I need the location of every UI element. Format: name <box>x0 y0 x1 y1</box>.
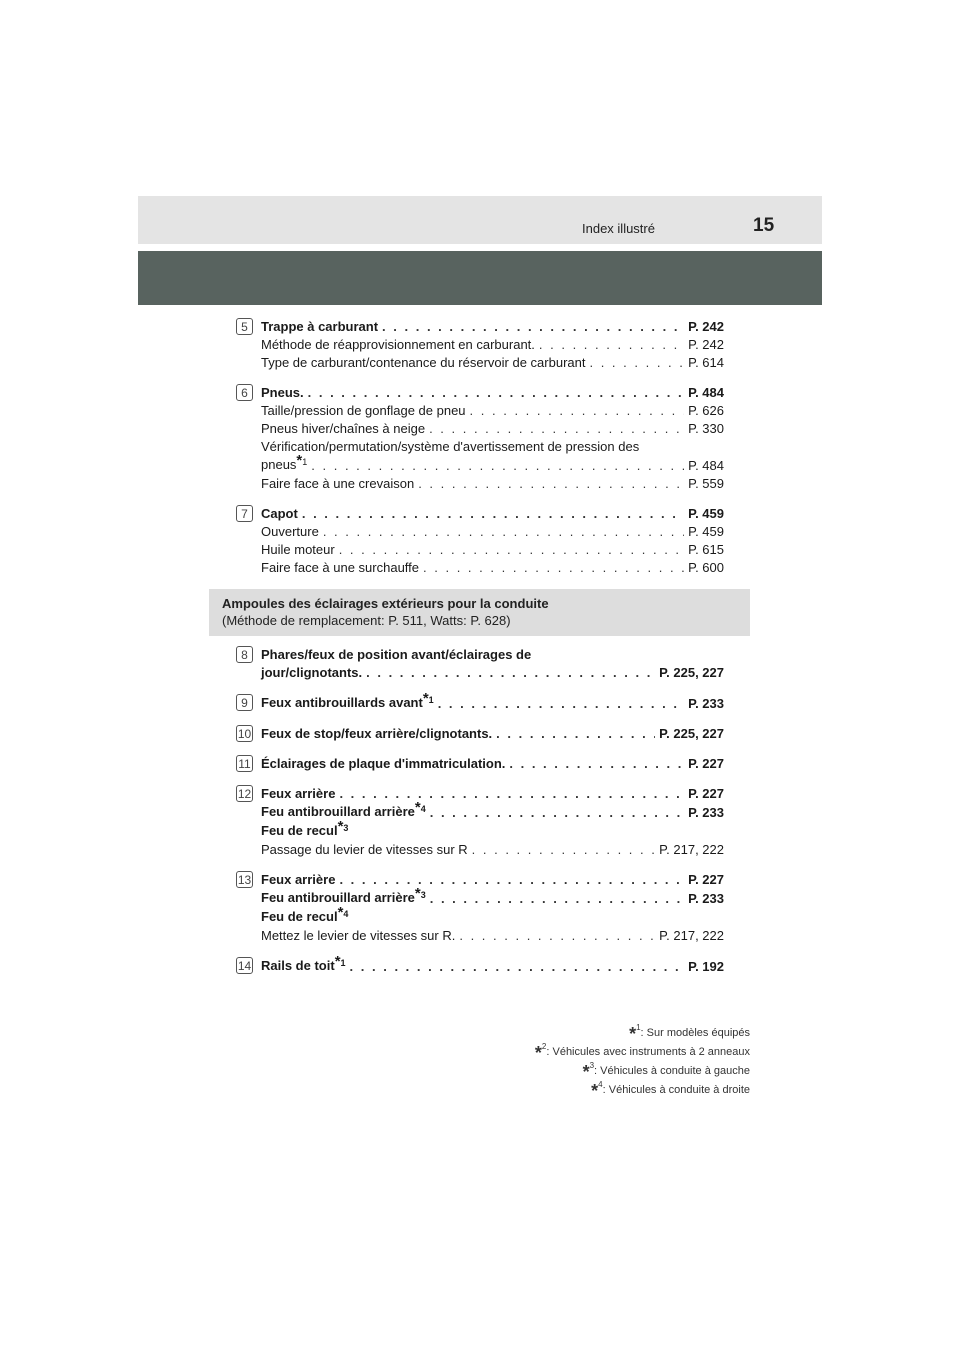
entry-number-badge: 12 <box>237 787 252 801</box>
index-content <box>222 318 724 988</box>
entry-text: Feux antibrouillards avant <box>261 695 423 710</box>
entry-number-badge: 9 <box>236 694 253 711</box>
page-reference: P. 192 <box>688 959 724 974</box>
entry-line <box>261 541 724 559</box>
entry-line <box>261 785 724 803</box>
entry-line <box>261 690 724 713</box>
page-reference: P. 614 <box>688 355 724 370</box>
dot-leader <box>366 664 655 682</box>
entry-line <box>261 885 724 908</box>
index-entry <box>236 505 724 577</box>
dot-leader <box>339 871 684 889</box>
entry-text: Rails de toit <box>261 958 335 973</box>
dot-leader <box>429 420 684 438</box>
entry-text: Taille/pression de gonflage de pneu <box>261 403 466 418</box>
page-reference: P. 217, 222 <box>659 928 724 943</box>
dot-leader <box>539 336 684 354</box>
entry-line <box>261 646 724 664</box>
entries-group-2 <box>236 646 724 976</box>
entry-text: Ouverture <box>261 524 319 539</box>
entry-line <box>261 505 724 523</box>
page-reference: P. 484 <box>688 385 724 400</box>
index-entry <box>236 725 724 743</box>
footnote-ref: *1 <box>296 452 308 469</box>
entry-text: Type de carburant/contenance du réservoir de carburant <box>261 355 586 370</box>
entry-line <box>261 354 724 372</box>
footnote: *$^3$: Véhicules à conduite à gauche <box>582 1061 750 1082</box>
footnote: *$^1$: Sur modèles équipés <box>629 1023 750 1044</box>
page-reference: P. 217, 222 <box>659 842 724 857</box>
dot-leader <box>350 958 685 976</box>
entry-text: Feux de stop/feux arrière/clignotants. <box>261 726 493 741</box>
page-reference: P. 559 <box>688 476 724 491</box>
entry-line <box>261 336 724 354</box>
index-entry <box>236 785 724 859</box>
dot-leader <box>459 927 655 945</box>
entry-line <box>261 438 724 456</box>
section-box <box>209 589 750 636</box>
page-reference: P. 459 <box>688 524 724 539</box>
page-reference: P. 225, 227 <box>659 726 724 741</box>
entry-line <box>261 755 724 773</box>
entry-number-badge: 14 <box>237 959 252 973</box>
dot-leader <box>339 541 684 559</box>
index-entry <box>236 646 724 682</box>
page-number: 15 <box>753 215 775 236</box>
entry-line <box>261 799 724 822</box>
page-reference: P. 459 <box>688 506 724 521</box>
entry-text: Faire face à une surchauffe <box>261 560 420 575</box>
entry-text: Mettez le levier de vitesses sur R. <box>261 928 456 943</box>
dot-leader <box>470 402 685 420</box>
entry-number-badge: 7 <box>236 505 253 522</box>
entry-text: Pneus. <box>261 385 304 400</box>
footnote-ref: *3 <box>414 885 426 902</box>
entry-text: Vérification/permutation/système d'avertissement de pression des <box>261 439 640 454</box>
footnote-ref: *4 <box>337 904 349 921</box>
page-reference: P. 242 <box>688 337 724 352</box>
entry-text: Méthode de réapprovisionnement en carburant. <box>261 337 535 352</box>
entry-text: Feux arrière <box>261 872 336 887</box>
entry-text: Faire face à une crevaison <box>261 476 415 491</box>
entry-text: pneus <box>261 457 297 472</box>
entry-line <box>261 841 724 859</box>
index-entry <box>236 871 724 945</box>
section-title: Ampoules des éclairages extérieurs pour la conduite <box>222 596 549 611</box>
dot-leader <box>430 890 684 908</box>
entry-line <box>261 402 724 420</box>
dot-leader <box>509 755 684 773</box>
page-reference: P. 626 <box>688 403 724 418</box>
section-subtitle: (Méthode de remplacement: P. 511, Watts: P. 628) <box>222 613 511 628</box>
entry-number-badge: 11 <box>236 755 253 772</box>
index-entry <box>236 755 724 773</box>
entry-line <box>261 420 724 438</box>
footnote-ref: *1 <box>334 953 346 970</box>
page-reference: P. 600 <box>688 560 724 575</box>
entry-text: jour/clignotants. <box>261 665 363 680</box>
dot-leader <box>339 785 684 803</box>
dot-leader <box>496 725 655 743</box>
entry-line <box>261 384 724 402</box>
footnote: *$^2$: Véhicules avec instruments à 2 anneaux <box>534 1042 750 1063</box>
dot-leader <box>323 523 684 541</box>
page-reference: P. 242 <box>688 319 724 334</box>
page-reference: P. 227 <box>688 872 724 887</box>
entry-text: Trappe à carburant <box>261 319 379 334</box>
index-entry <box>236 690 724 713</box>
entry-number-badge: 13 <box>237 873 252 887</box>
dot-leader <box>423 559 684 577</box>
dot-leader <box>382 318 684 336</box>
footnotes <box>534 1022 750 1101</box>
footnote: *$^4$: Véhicules à conduite à droite <box>591 1080 750 1101</box>
page-reference: P. 484 <box>688 458 724 473</box>
page-reference: P. 615 <box>688 542 724 557</box>
entry-number-badge: 5 <box>236 318 253 335</box>
entry-text: Feu antibrouillard arrière <box>261 890 415 905</box>
entry-text: Passage du levier de vitesses sur R <box>261 842 468 857</box>
entry-line <box>261 318 724 336</box>
entry-text: Feu de recul <box>261 909 338 924</box>
entry-line <box>261 818 724 841</box>
index-entry <box>236 318 724 372</box>
footnote-ref: *4 <box>414 799 426 816</box>
page-reference: P. 233 <box>688 696 724 711</box>
dot-leader <box>302 505 684 523</box>
dot-leader <box>308 384 684 402</box>
header-band <box>138 251 822 305</box>
entry-line <box>261 871 724 889</box>
dot-leader <box>311 457 684 475</box>
entry-line <box>261 559 724 577</box>
dot-leader <box>589 354 684 372</box>
entry-text: Feu antibrouillard arrière <box>261 804 415 819</box>
dot-leader <box>430 804 684 822</box>
entry-number-badge: 10 <box>237 727 252 741</box>
footnote-ref: *3 <box>337 818 349 835</box>
page-reference: P. 227 <box>688 786 724 801</box>
page-reference: P. 225, 227 <box>659 665 724 680</box>
page-reference: P. 227 <box>688 756 724 771</box>
dot-leader <box>472 841 656 859</box>
entry-text: Huile moteur <box>261 542 335 557</box>
entry-text: Pneus hiver/chaînes à neige <box>261 421 426 436</box>
index-entry <box>236 384 724 493</box>
page-reference: P. 330 <box>688 421 724 436</box>
entry-number-badge: 8 <box>236 646 253 663</box>
header-section-title: Index illustré <box>582 221 655 236</box>
entry-line <box>261 523 724 541</box>
entry-line <box>261 904 724 927</box>
entry-text: Phares/feux de position avant/éclairages de <box>261 647 532 662</box>
entry-text: Éclairages de plaque d'immatriculation. <box>261 756 506 771</box>
index-entry <box>236 953 724 976</box>
entry-line <box>261 927 724 945</box>
header-bar <box>138 196 822 244</box>
entry-line <box>261 953 724 976</box>
dot-leader <box>438 695 684 713</box>
page-reference: P. 233 <box>688 891 724 906</box>
dot-leader <box>418 475 684 493</box>
entry-text: Feux arrière <box>261 786 336 801</box>
entry-line <box>261 452 724 475</box>
page-reference: P. 233 <box>688 805 724 820</box>
entry-line <box>261 664 724 682</box>
entries-group-1 <box>236 318 724 577</box>
entry-line <box>261 725 724 743</box>
entry-number-badge: 6 <box>236 384 253 401</box>
footnote-ref: *1 <box>422 690 434 707</box>
entry-text: Capot <box>261 506 298 521</box>
entry-line <box>261 475 724 493</box>
entry-text: Feu de recul <box>261 823 338 838</box>
